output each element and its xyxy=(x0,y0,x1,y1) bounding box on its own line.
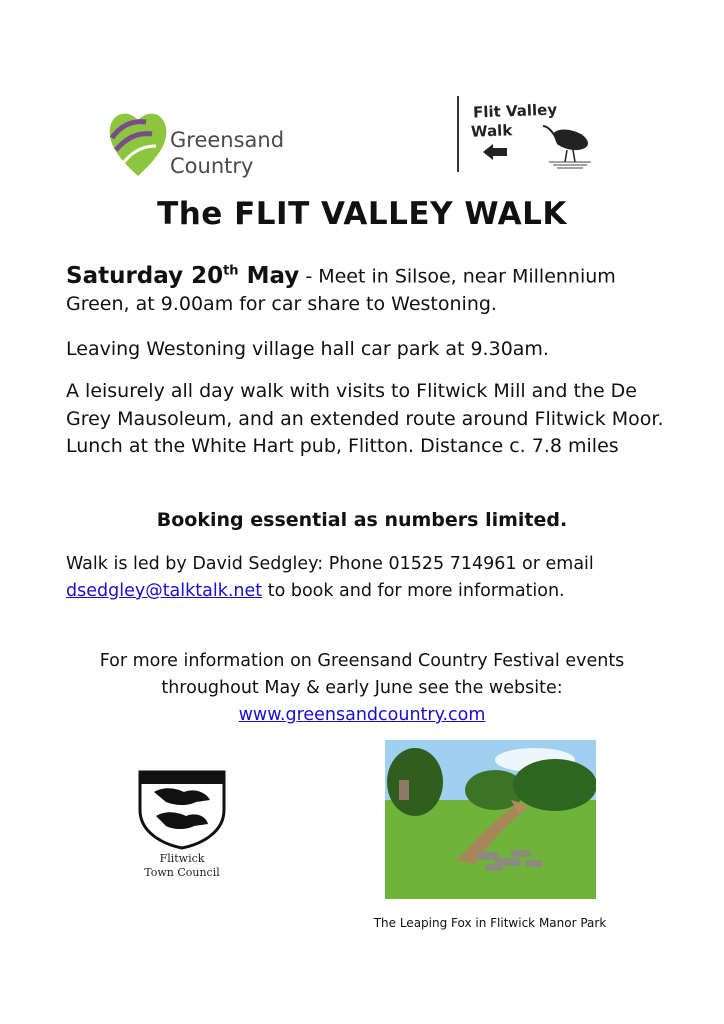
greensand-logo-line2: Country xyxy=(170,154,254,178)
logo-divider xyxy=(457,96,459,172)
flit-valley-logo-line2: Walk xyxy=(470,121,513,141)
flitwick-town-council-crest xyxy=(136,770,228,900)
heart-logo-icon xyxy=(106,98,170,182)
meet-text: - Meet in Silsoe, near Millennium Green, at 9.00am for car share to Westoning. xyxy=(66,265,616,315)
festival-info xyxy=(0,648,724,729)
crest-caption-line1: Flitwick xyxy=(159,852,205,865)
flit-valley-walk-logo xyxy=(455,96,605,172)
event-date-paragraph xyxy=(66,257,666,318)
booking-notice: Booking essential as numbers limited. xyxy=(156,509,568,531)
event-date-suffix: th xyxy=(223,263,239,278)
shield-icon xyxy=(136,770,228,850)
heron-icon xyxy=(541,118,599,170)
festival-line-2: throughout May & early June see the website: xyxy=(161,678,563,698)
contact-paragraph xyxy=(66,551,666,605)
greensand-country-logo xyxy=(106,98,326,182)
event-date-prefix: Saturday 20 xyxy=(66,262,224,289)
photo-caption: The Leaping Fox in Flitwick Manor Park xyxy=(373,916,607,930)
festival-line-1: For more information on Greensand Country Festival events xyxy=(99,651,625,671)
flit-valley-logo-line1: Flit Valley xyxy=(472,100,558,122)
leaping-fox-photo xyxy=(385,740,596,899)
photo-image xyxy=(385,740,596,899)
crest-caption xyxy=(126,852,238,880)
greensand-logo-line1: Greensand xyxy=(170,128,285,152)
contact-text-1: Walk is led by David Sedgley: Phone 01525 714961 or email xyxy=(66,554,594,574)
email-link[interactable]: dsedgley@talktalk.net xyxy=(66,581,263,601)
event-month: May xyxy=(238,262,300,289)
contact-text-2: to book and for more information. xyxy=(262,581,565,601)
page-title: The FLIT VALLEY WALK xyxy=(157,196,567,232)
arrow-left-icon xyxy=(481,142,509,162)
walk-description: A leisurely all day walk with visits to Flitwick Mill and the De Grey Mausoleum, and an extended route around Flitwick Moor. Lunch at the White Hart pub, Flitton. Distance c. 7.8 miles xyxy=(66,380,664,457)
crest-caption-line2: Town Council xyxy=(144,866,220,879)
event-date xyxy=(66,263,299,289)
website-link[interactable]: www.greensandcountry.com xyxy=(238,705,486,725)
leaving-text: Leaving Westoning village hall car park at 9.30am. xyxy=(66,338,549,360)
